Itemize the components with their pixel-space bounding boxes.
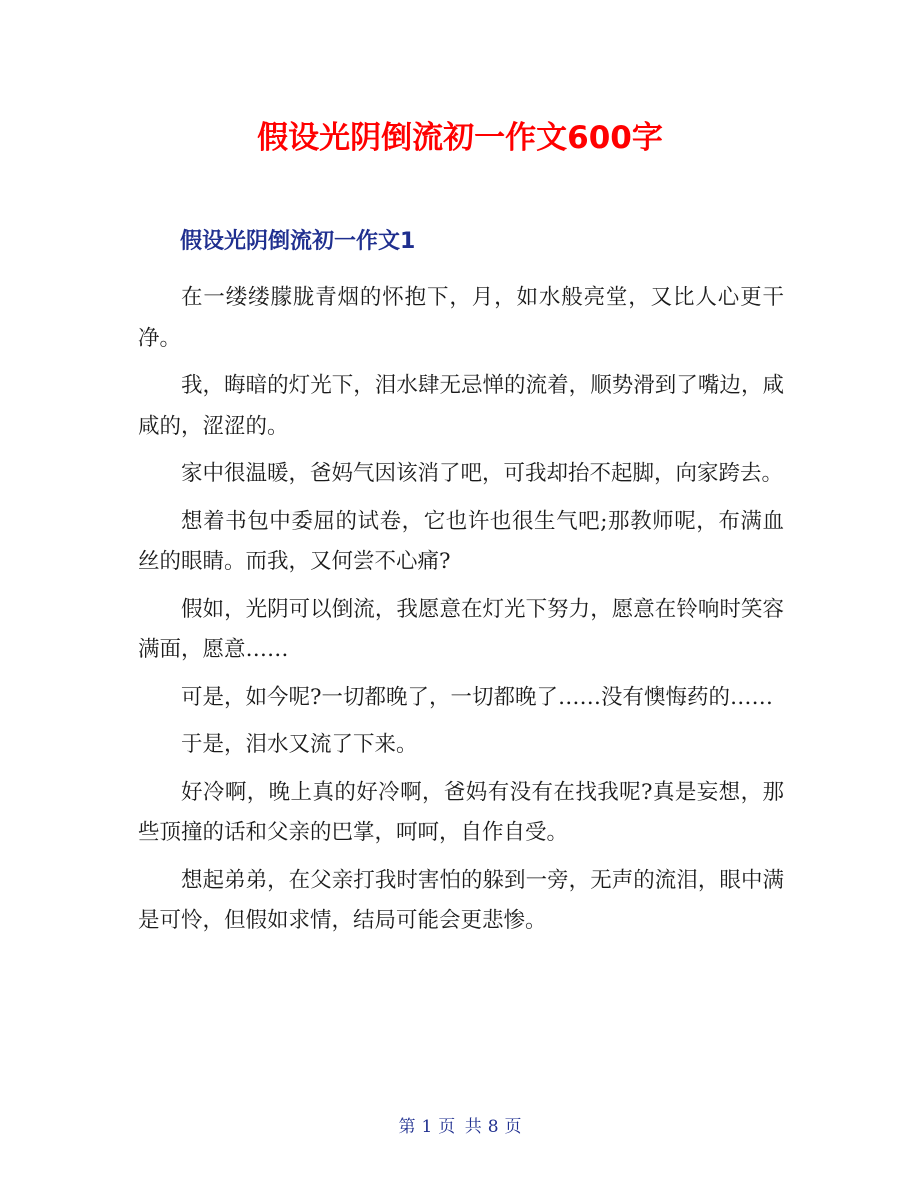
footer-prefix: 第	[398, 1117, 416, 1137]
paragraph: 可是，如今呢?一切都晚了，一切都晚了……没有懊悔药的……	[181, 684, 774, 710]
footer-middle: 页 共	[438, 1117, 482, 1137]
paragraph: 于是，泪水又流了下来。	[181, 732, 418, 757]
page-footer	[0, 1112, 920, 1137]
footer-page-number: 1	[421, 1117, 433, 1137]
paragraph: 我，晦暗的灯光下，泪水肆无忌惮的流着，顺势滑到了嘴边，咸咸的，涩涩的。	[138, 373, 784, 439]
paragraph: 想着书包中委屈的试卷，它也许也很生气吧;那教师呢，布满血丝的眼睛。而我，又何尝不心痛?	[138, 508, 784, 574]
footer-suffix: 页	[504, 1117, 522, 1137]
document-body	[138, 278, 784, 949]
paragraph: 假如，光阴可以倒流，我愿意在灯光下努力，愿意在铃响时笑容满面，愿意……	[138, 596, 784, 662]
paragraph: 家中很温暖，爸妈气因该消了吧，可我却抬不起脚，向家跨去。	[181, 461, 784, 486]
paragraph: 想起弟弟，在父亲打我时害怕的躲到一旁，无声的流泪，眼中满是可怜，但假如求情，结局可能会更悲惨。	[138, 867, 784, 933]
paragraph: 好冷啊，晚上真的好冷啊，爸妈有没有在找我呢?真是妄想，那些顶撞的话和父亲的巴掌，呵呵，自作自受。	[138, 779, 784, 845]
footer-total-pages: 8	[487, 1117, 499, 1137]
paragraph: 在一缕缕朦胧青烟的怀抱下，月，如水般亮堂，又比人心更干净。	[138, 285, 784, 351]
document-title: 假设光阴倒流初一作文600字	[257, 120, 663, 156]
section-heading: 假设光阴倒流初一作文1	[180, 229, 416, 254]
